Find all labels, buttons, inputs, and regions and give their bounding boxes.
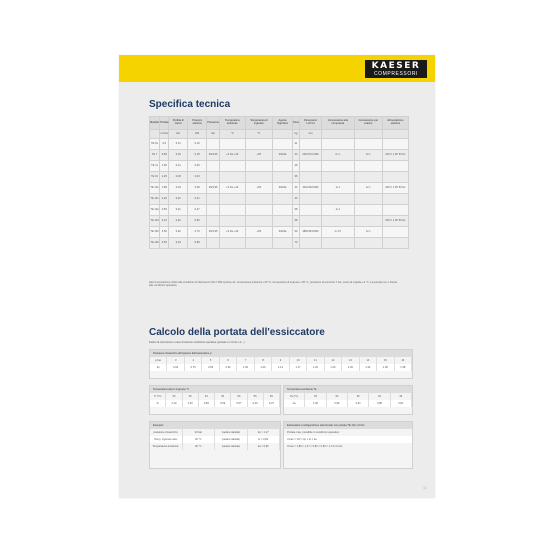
spec-cell: [245, 216, 272, 227]
inlet-k-cell: 0,37: [264, 400, 280, 407]
spec-cell: TE 121: [150, 183, 160, 194]
spec-cell: [382, 238, 408, 249]
spec-cell: 0,23: [169, 238, 188, 249]
example-cell: 40 °C: [183, 436, 216, 443]
inlet-k-cell: 0,82: [199, 400, 215, 407]
spec-cell: 1,89: [160, 183, 169, 194]
spec-cell: 3,10: [160, 216, 169, 227]
ambient-temp-label: Ta (°C): [284, 393, 305, 400]
spec-cell: 25/4,95: [207, 227, 220, 238]
pressure-k-cell: 1,00: [237, 364, 254, 371]
spec-cell: 26: [293, 161, 300, 172]
spec-header-cell: Pressione: [207, 117, 220, 130]
spec-cell: [354, 139, 382, 150]
spec-cell: 3,50: [160, 227, 169, 238]
header-band: [119, 55, 435, 82]
inlet-temp-cell: 50: [231, 393, 247, 400]
spec-header-cell: Peso: [293, 117, 300, 130]
spec-cell: 0,18: [169, 172, 188, 183]
spec-cell: [354, 205, 382, 216]
spec-cell: [273, 161, 293, 172]
spec-cell: [354, 216, 382, 227]
spec-cell: 0,16: [188, 139, 207, 150]
spec-cell: TE 145: [150, 227, 160, 238]
spec-header-cell: Portata: [160, 117, 169, 130]
example-cell: Temperatura ambiente:: [150, 443, 183, 450]
inlet-temp-cell: 30: [166, 393, 182, 400]
spec-unit-cell: °C: [245, 130, 272, 139]
result-line2: Vmax = Vrif × kp × ki × ka: [287, 438, 317, 441]
spec-cell: 36: [293, 172, 300, 183]
spec-cell: 2,20: [160, 194, 169, 205]
spec-cell: TE 143: [150, 216, 160, 227]
spec-cell: 0,47: [188, 205, 207, 216]
spec-cell: 40: [293, 194, 300, 205]
spec-cell: 230 V 1 Ph 50 Hz: [382, 150, 408, 161]
spec-unit-cell: mm: [299, 130, 321, 139]
inlet-temp-label: Ti (°C): [150, 393, 166, 400]
spec-cell: +3 bis +43: [219, 227, 245, 238]
spec-cell: [273, 139, 293, 150]
spec-header-cell: Perdita di carico: [169, 117, 188, 130]
spec-header-cell: Connessione aria compressa: [322, 117, 355, 130]
ambient-k-cell: 1,00: [305, 400, 326, 407]
spec-cell: 25/4,95: [207, 183, 220, 194]
result-line1: Portata max. possibile in condizioni operative:: [287, 431, 340, 434]
spec-cell: [322, 238, 355, 249]
spec-cell: +65: [245, 227, 272, 238]
spec-cell: 0,21: [169, 194, 188, 205]
inlet-k-cell: 0,69: [215, 400, 231, 407]
table-row: [150, 161, 409, 172]
spec-cell: TE 141: [150, 194, 160, 205]
spec-cell: [245, 161, 272, 172]
example-box: [149, 421, 281, 469]
spec-cell: [322, 194, 355, 205]
ambient-temp-title: Temperatura ambiente Ta: [284, 386, 412, 393]
spec-header-cell: Connessione per scarico: [354, 117, 382, 130]
spec-cell: G 1: [322, 183, 355, 194]
example-cell: (vedere tabella): [215, 436, 248, 443]
table-row: [150, 194, 409, 205]
spec-cell: 25/4,95: [207, 150, 220, 161]
spec-cell: [219, 161, 245, 172]
inlet-k-label: ki: [150, 400, 166, 407]
spec-cell: 0,20: [188, 161, 207, 172]
ambient-k-cell: 0,96: [327, 400, 348, 407]
spec-cell: [207, 238, 220, 249]
spec-cell: 0,21: [169, 205, 188, 216]
spec-cell: [354, 194, 382, 205]
spec-unit-cell: kW: [188, 130, 207, 139]
spec-cell: 68: [293, 205, 300, 216]
spec-cell: 0,11: [169, 161, 188, 172]
spec-cell: [322, 172, 355, 183]
spec-cell: [322, 161, 355, 172]
table-row: [150, 150, 409, 161]
spec-cell: +65: [245, 150, 272, 161]
section-title-spec: Specifica tecnica: [149, 99, 231, 110]
pressure-label: p bar: [150, 357, 167, 364]
spec-cell: [382, 172, 408, 183]
spec-table: [149, 116, 409, 249]
spec-cell: 21: [293, 139, 300, 150]
spec-cell: TE 61: [150, 139, 160, 150]
example-cell: pressione d'esercizio:: [150, 429, 183, 436]
spec-header-cell: Agente frigorifero: [273, 117, 293, 130]
spec-header-cell: Temperatura di ingresso: [245, 117, 272, 130]
spec-cell: [273, 216, 293, 227]
spec-cell: +3 bis +43: [219, 183, 245, 194]
inlet-k-cell: 1,19: [166, 400, 182, 407]
ambient-temp-cell: 35: [348, 393, 369, 400]
ambient-k-label: ka: [284, 400, 305, 407]
spec-unit-cell: bar: [169, 130, 188, 139]
pressure-cell: 10: [290, 357, 307, 364]
pressure-factor-table: [149, 349, 413, 379]
pressure-cell: 6: [220, 357, 237, 364]
inlet-temp-cell: 60: [264, 393, 280, 400]
spec-cell: [382, 139, 408, 150]
spec-cell: 0,41: [188, 194, 207, 205]
pressure-k-label: kp: [150, 364, 167, 371]
ambient-k-row: [284, 400, 412, 407]
inlet-k-cell: 0,57: [231, 400, 247, 407]
pressure-row: [150, 357, 412, 364]
spec-unit-cell: m³/min: [160, 130, 169, 139]
list-item: [150, 436, 280, 443]
table-row: [150, 227, 409, 238]
ambient-temp-row: [284, 393, 412, 400]
pressure-cell: 7: [237, 357, 254, 364]
example-cell: (vedere tabella): [215, 429, 248, 436]
ambient-temp-cell: 25: [305, 393, 326, 400]
example-cell: 10 bar: [183, 429, 216, 436]
spec-cell: 0,89: [160, 150, 169, 161]
spec-cell: [207, 205, 220, 216]
spec-cell: 230 V 1 Ph 50 Hz: [382, 183, 408, 194]
table-row: [150, 139, 409, 150]
pressure-cell: 16: [395, 357, 412, 364]
spec-cell: 1,06: [160, 161, 169, 172]
example-cell: (vedere tabella): [215, 443, 248, 450]
spec-cell: [322, 139, 355, 150]
page-number: 11: [422, 485, 427, 490]
spec-cell: [299, 205, 321, 216]
spec-cell: 0,18: [188, 150, 207, 161]
pressure-k-cell: 1,33: [360, 364, 377, 371]
spec-unit-cell: [273, 130, 293, 139]
spec-cell: [382, 194, 408, 205]
spec-cell: [219, 139, 245, 150]
spec-cell: [245, 139, 272, 150]
pressure-k-cell: 0,84: [202, 364, 219, 371]
spec-cell: [382, 227, 408, 238]
result-line3: Vmax = 1,89 × 1,17 × 0,82 × 0,96 = 1,74 m³/min: [287, 445, 343, 448]
spec-note: Dati di prestazione riferiti alle condizioni di riferimento ISO 7183 opzione A1: temperatura ambiente +25 °C, temperatura di ingresso +35 °C, pressione di esercizio 7 bar, punto di rugiada +3 °C. La portata non è riferita alle condizioni operative.: [149, 281, 397, 288]
table-row: [150, 183, 409, 194]
spec-unit-cell: [150, 130, 160, 139]
section-title-calc: Calcolo della portata dell'essiccatore: [149, 327, 325, 338]
ambient-k-cell: 0,91: [348, 400, 369, 407]
table-row: [150, 205, 409, 216]
spec-cell: 488×663×830: [299, 227, 321, 238]
pressure-table-title: Pressione d'esercizio all'ingresso dell'essiccatore p: [150, 350, 412, 357]
inlet-temp-cell: 35: [183, 393, 199, 400]
spec-cell: G ¼: [354, 183, 382, 194]
pressure-k-cell: 1,26: [325, 364, 342, 371]
inlet-k-cell: 1,00: [183, 400, 199, 407]
spec-cell: TE 7: [150, 150, 160, 161]
kaeser-logo: [365, 60, 427, 78]
inlet-temp-cell: 40: [199, 393, 215, 400]
pressure-k-cell: 1,38: [395, 364, 412, 371]
spec-cell: 0,89: [188, 238, 207, 249]
spec-cell: 4,50: [160, 238, 169, 249]
spec-cell: 0,6: [160, 139, 169, 150]
pressure-cell: 9: [272, 357, 289, 364]
example-cell: kp = 1,17: [248, 429, 281, 436]
pressure-k-cell: 1,06: [255, 364, 272, 371]
table-row: [150, 172, 409, 183]
pressure-cell: 8: [255, 357, 272, 364]
spec-cell: [245, 194, 272, 205]
spec-cell: 0,11: [169, 139, 188, 150]
inlet-temp-cell: 55: [248, 393, 264, 400]
spec-cell: 24: [293, 150, 300, 161]
spec-cell: 0,70: [188, 227, 207, 238]
result-title: Essiccatore a refrigerazione selezionato con portata TE 121 m³/min: [284, 422, 412, 429]
spec-cell: [299, 161, 321, 172]
example-title: Esempio:: [150, 422, 280, 429]
spec-cell: [354, 238, 382, 249]
spec-unit-cell: [354, 130, 382, 139]
ambient-temp-cell: 40: [369, 393, 390, 400]
inlet-temp-table: [149, 385, 281, 415]
spec-cell: [382, 161, 408, 172]
pressure-k-cell: 1,30: [342, 364, 359, 371]
spec-cell: R134a: [273, 150, 293, 161]
spec-cell: [273, 205, 293, 216]
spec-cell: 0,20: [188, 172, 207, 183]
pressure-k-cell: 0,75: [185, 364, 202, 371]
spec-cell: 0,19: [169, 183, 188, 194]
document-page: [119, 55, 435, 498]
spec-cell: [207, 161, 220, 172]
spec-cell: G 1½: [322, 227, 355, 238]
result-box: [283, 421, 413, 469]
calc-subtitle: Fattori di correzione in caso di diverse condizioni operative (portata in m³/min x k...): [149, 341, 245, 344]
inlet-temp-row: [150, 393, 280, 400]
spec-cell: R134a: [273, 183, 293, 194]
spec-cell: G ¼: [354, 227, 382, 238]
logo-line2: COMPRESSORI: [373, 71, 419, 77]
spec-cell: [219, 238, 245, 249]
pressure-cell: 5: [202, 357, 219, 364]
spec-header-cell: Alimentazione elettrica: [382, 117, 408, 130]
ambient-temp-table: [283, 385, 413, 415]
spec-cell: +65: [245, 183, 272, 194]
spec-cell: G 1: [322, 205, 355, 216]
pressure-k-cell: 0,92: [220, 364, 237, 371]
inlet-k-cell: 0,46: [248, 400, 264, 407]
spec-cell: [299, 216, 321, 227]
spec-unit-cell: [322, 130, 355, 139]
spec-cell: [245, 238, 272, 249]
example-cell: ka = 0,96: [248, 443, 281, 450]
spec-cell: 0,28: [188, 183, 207, 194]
example-cell: Temp. ingresso aria:: [150, 436, 183, 443]
spec-cell: 68: [293, 216, 300, 227]
pressure-k-cell: 1,22: [307, 364, 324, 371]
spec-cell: [382, 205, 408, 216]
spec-cell: 230×572×490: [299, 150, 321, 161]
spec-cell: [322, 216, 355, 227]
pressure-cell: 15: [377, 357, 394, 364]
pressure-cell: 13: [342, 357, 359, 364]
list-item: [150, 443, 280, 450]
spec-header-cell: Modello: [150, 117, 160, 130]
spec-cell: 40: [293, 183, 300, 194]
ambient-k-cell: 0,85: [369, 400, 390, 407]
ambient-k-cell: 0,81: [391, 400, 412, 407]
inlet-temp-title: Temperatura aria in ingresso Ti: [150, 386, 280, 393]
spec-cell: 0,22: [169, 216, 188, 227]
ambient-temp-cell: 43: [391, 393, 412, 400]
spec-cell: [207, 172, 220, 183]
spec-cell: [219, 216, 245, 227]
pressure-cell: 11: [307, 357, 324, 364]
logo-line1: KAESER: [371, 61, 421, 71]
spec-cell: [219, 172, 245, 183]
spec-cell: [299, 139, 321, 150]
spec-cell: +3 bis +43: [219, 150, 245, 161]
spec-unit-cell: [382, 130, 408, 139]
spec-cell: [207, 216, 220, 227]
spec-cell: [273, 172, 293, 183]
spec-cell: [207, 194, 220, 205]
spec-cell: [273, 238, 293, 249]
pressure-cell: 14: [360, 357, 377, 364]
ambient-temp-cell: 30: [327, 393, 348, 400]
spec-cell: 70: [293, 238, 300, 249]
spec-cell: [354, 161, 382, 172]
spec-cell: TE 146: [150, 238, 160, 249]
pressure-k-cell: 0,64: [167, 364, 184, 371]
pressure-k-cell: 1,36: [377, 364, 394, 371]
spec-cell: [299, 194, 321, 205]
spec-cell: 230 V 1 Ph 50 Hz: [382, 216, 408, 227]
spec-header-cell: Potenza elettrica: [188, 117, 207, 130]
pressure-cell: 4: [185, 357, 202, 364]
spec-cell: G ¼: [354, 150, 382, 161]
table-row: [150, 238, 409, 249]
pressure-cell: 12: [325, 357, 342, 364]
spec-cell: [354, 172, 382, 183]
spec-cell: 69: [293, 227, 300, 238]
inlet-k-row: [150, 400, 280, 407]
spec-cell: 1,25: [160, 172, 169, 183]
spec-header-cell: Temperatura ambiente: [219, 117, 245, 130]
example-cell: ki = 0,82: [248, 436, 281, 443]
pressure-k-cell: 1,12: [272, 364, 289, 371]
spec-unit-cell: kg: [293, 130, 300, 139]
spec-cell: TE 11: [150, 161, 160, 172]
spec-cell: [207, 139, 220, 150]
spec-unit-cell: bar: [207, 130, 220, 139]
spec-cell: TE 91: [150, 172, 160, 183]
spec-cell: [273, 194, 293, 205]
spec-cell: [245, 172, 272, 183]
spec-cell: [245, 205, 272, 216]
spec-unit-cell: °C: [219, 130, 245, 139]
spec-header-cell: Dimensioni L×P×H: [299, 117, 321, 130]
spec-cell: 402×622×690: [299, 183, 321, 194]
pressure-k-cell: 1,17: [290, 364, 307, 371]
spec-cell: [299, 238, 321, 249]
spec-cell: G ¾: [322, 150, 355, 161]
list-item: [150, 429, 280, 436]
inlet-temp-cell: 45: [215, 393, 231, 400]
pressure-k-row: [150, 364, 412, 371]
spec-cell: [299, 172, 321, 183]
example-cell: 30 °C: [183, 443, 216, 450]
spec-cell: 0,15: [169, 150, 188, 161]
spec-cell: R134a: [273, 227, 293, 238]
pressure-cell: 3: [167, 357, 184, 364]
spec-cell: 2,55: [160, 205, 169, 216]
spec-cell: TE 142: [150, 205, 160, 216]
spec-cell: [219, 194, 245, 205]
spec-cell: [219, 205, 245, 216]
spec-cell: 0,22: [169, 227, 188, 238]
table-row: [150, 216, 409, 227]
spec-cell: 0,60: [188, 216, 207, 227]
